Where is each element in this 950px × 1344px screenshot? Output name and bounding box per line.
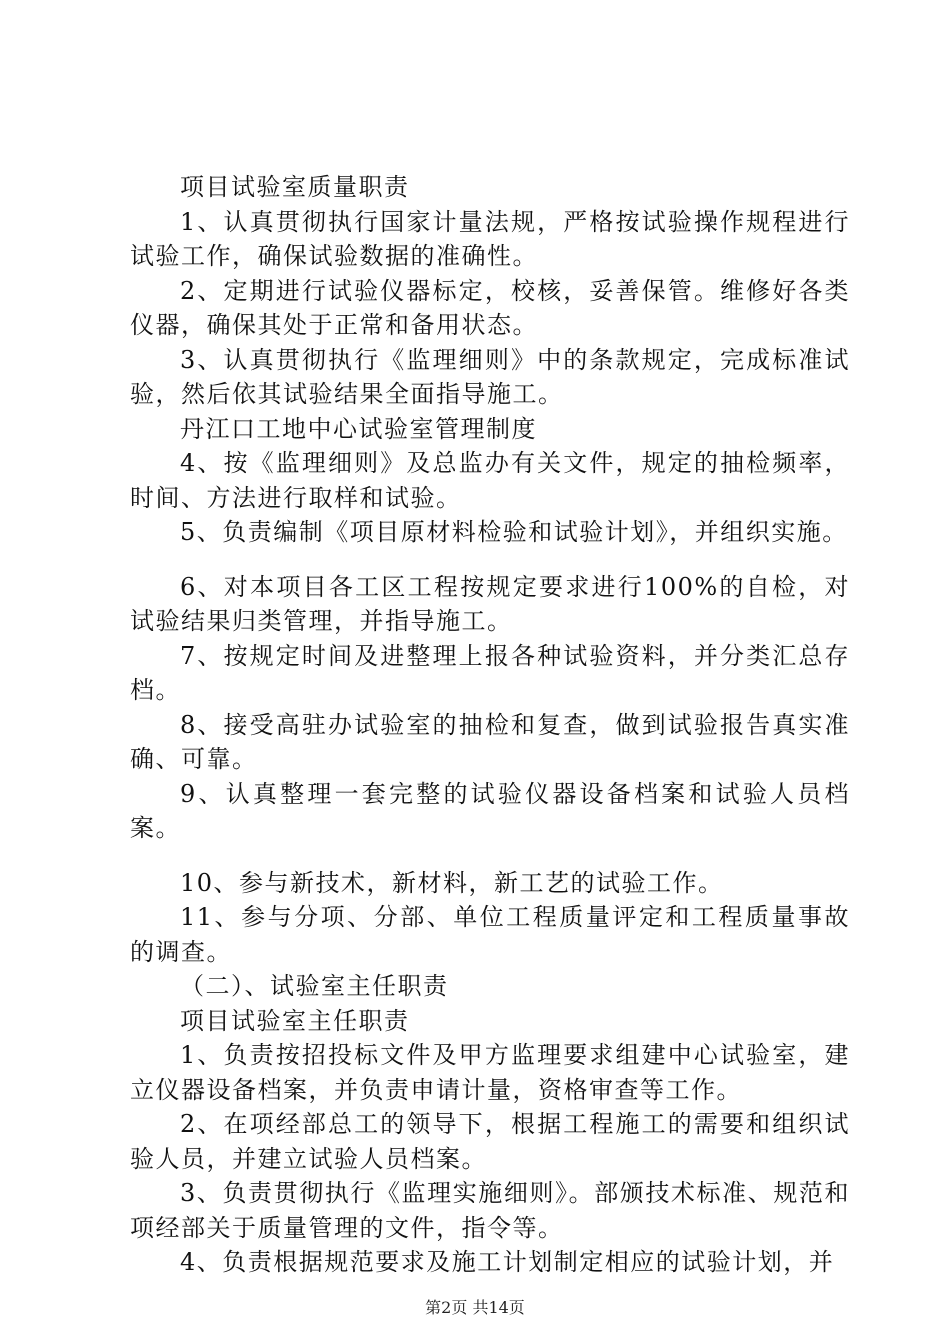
section-heading: （二）、试验室主任职责: [180, 972, 449, 1000]
paragraph: 5、负责编制《项目原材料检验和试验计划》，并组织实施。: [180, 518, 848, 546]
paragraph: 6、对本项目各工区工程按规定要求进行100%的自检，对试验结果归类管理，并指导施工。: [130, 572, 850, 635]
section-heading: 丹江口工地中心试验室管理制度: [180, 414, 537, 443]
paragraph-gap: [130, 550, 850, 570]
section-heading: 项目试验室主任职责: [180, 1006, 410, 1035]
paragraph: 8、接受高驻办试验室的抽检和复查，做到试验报告真实准确、可靠。: [130, 710, 850, 773]
paragraph: 3、认真贯彻执行《监理细则》中的条款规定，完成标准试验，然后依其试验结果全面指导施工。: [130, 345, 850, 408]
page-number-footer: 第2页 共14页: [425, 1298, 525, 1317]
paragraph: 4、负责根据规范要求及施工计划制定相应的试验计划，并: [180, 1248, 835, 1276]
paragraph: 9、认真整理一套完整的试验仪器设备档案和试验人员档案。: [130, 779, 850, 842]
paragraph: 4、按《监理细则》及总监办有关文件，规定的抽检频率，时间、方法进行取样和试验。: [130, 449, 850, 512]
paragraph: 1、认真贯彻执行国家计量法规，严格按试验操作规程进行试验工作，确保试验数据的准确性。: [130, 207, 850, 270]
paragraph: 11、参与分项、分部、单位工程质量评定和工程质量事故的调查。: [130, 903, 850, 966]
paragraph: 1、负责按招投标文件及甲方监理要求组建中心试验室，建立仪器设备档案，并负责申请计量，资格审查等工作。: [130, 1041, 850, 1104]
document-body: [130, 170, 850, 1280]
paragraph: 3、负责贯彻执行《监理实施细则》。部颁技术标准、规范和项经部关于质量管理的文件，指令等。: [130, 1179, 850, 1242]
paragraph: 7、按规定时间及进整理上报各种试验资料，并分类汇总存档。: [130, 641, 850, 704]
section-heading: 项目试验室质量职责: [180, 173, 410, 201]
paragraph: 2、在项经部总工的领导下，根据工程施工的需要和组织试验人员，并建立试验人员档案。: [130, 1110, 850, 1173]
paragraph: 10、参与新技术，新材料，新工艺的试验工作。: [180, 868, 724, 897]
paragraph-gap: [130, 846, 850, 866]
paragraph: 2、定期进行试验仪器标定，校核，妥善保管。维修好各类仪器，确保其处于正常和备用状态。: [130, 276, 850, 339]
